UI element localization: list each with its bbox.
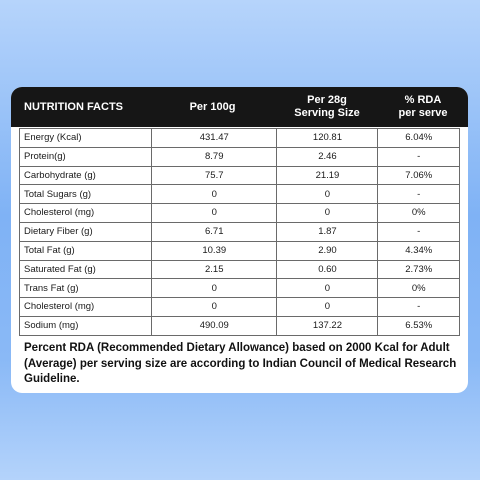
table-row bbox=[20, 241, 460, 260]
value-per-100g: 490.09 bbox=[152, 316, 277, 335]
table-header bbox=[11, 87, 468, 127]
nutrient-name: Total Fat (g) bbox=[20, 241, 152, 260]
value-per-serving: 0 bbox=[277, 298, 378, 317]
table-row bbox=[20, 204, 460, 223]
value-per-serving: 0 bbox=[277, 204, 378, 223]
value-per-serving: 2.90 bbox=[277, 241, 378, 260]
value-per-100g: 0 bbox=[152, 279, 277, 298]
table-row bbox=[20, 279, 460, 298]
nutrient-name: Sodium (mg) bbox=[20, 316, 152, 335]
rda-footnote: Percent RDA (Recommended Dietary Allowance) based on 2000 Kcal for Adult (Average) per serving size are according to Indian Council of Medical Research Guideline. bbox=[24, 342, 457, 385]
value-rda: - bbox=[378, 298, 460, 317]
value-per-serving: 1.87 bbox=[277, 222, 378, 241]
value-per-100g: 0 bbox=[152, 204, 277, 223]
value-per-serving: 120.81 bbox=[277, 129, 378, 148]
nutrient-name: Carbohydrate (g) bbox=[20, 166, 152, 185]
value-per-serving: 21.19 bbox=[277, 166, 378, 185]
nutrition-card bbox=[11, 87, 468, 393]
value-per-100g: 0 bbox=[152, 185, 277, 204]
nutrient-name: Protein(g) bbox=[20, 147, 152, 166]
nutrient-name: Saturated Fat (g) bbox=[20, 260, 152, 279]
value-rda: 2.73% bbox=[378, 260, 460, 279]
value-per-100g: 6.71 bbox=[152, 222, 277, 241]
nutrient-name: Trans Fat (g) bbox=[20, 279, 152, 298]
value-per-100g: 10.39 bbox=[152, 241, 277, 260]
header-per-serving bbox=[276, 87, 378, 127]
header-per-100g: Per 100g bbox=[189, 100, 236, 113]
value-per-serving: 137.22 bbox=[277, 316, 378, 335]
table-row bbox=[20, 185, 460, 204]
value-per-100g: 0 bbox=[152, 298, 277, 317]
value-per-serving: 2.46 bbox=[277, 147, 378, 166]
table-row bbox=[20, 129, 460, 148]
header-rda bbox=[378, 87, 468, 127]
header-rda-line2: per serve bbox=[398, 107, 448, 119]
header-per-serving-line2: Serving Size bbox=[294, 107, 360, 119]
nutrient-name: Total Sugars (g) bbox=[20, 185, 152, 204]
header-per-serving-line1: Per 28g bbox=[307, 94, 347, 106]
nutrient-name: Energy (Kcal) bbox=[20, 129, 152, 148]
table-row bbox=[20, 298, 460, 317]
nutrient-name: Cholesterol (mg) bbox=[20, 298, 152, 317]
value-per-100g: 431.47 bbox=[152, 129, 277, 148]
value-per-serving: 0 bbox=[277, 185, 378, 204]
value-per-100g: 2.15 bbox=[152, 260, 277, 279]
value-rda: - bbox=[378, 147, 460, 166]
table-row bbox=[20, 166, 460, 185]
value-per-serving: 0.60 bbox=[277, 260, 378, 279]
value-rda: - bbox=[378, 222, 460, 241]
value-rda: 4.34% bbox=[378, 241, 460, 260]
value-rda: - bbox=[378, 185, 460, 204]
value-per-serving: 0 bbox=[277, 279, 378, 298]
table-row bbox=[20, 222, 460, 241]
value-rda: 0% bbox=[378, 279, 460, 298]
table-row bbox=[20, 316, 460, 335]
value-per-100g: 75.7 bbox=[152, 166, 277, 185]
nutrient-name: Cholesterol (mg) bbox=[20, 204, 152, 223]
table-row bbox=[20, 260, 460, 279]
value-rda: 6.53% bbox=[378, 316, 460, 335]
value-rda: 7.06% bbox=[378, 166, 460, 185]
value-per-100g: 8.79 bbox=[152, 147, 277, 166]
nutrition-table bbox=[19, 128, 460, 336]
value-rda: 6.04% bbox=[378, 129, 460, 148]
table-row bbox=[20, 147, 460, 166]
nutrient-name: Dietary Fiber (g) bbox=[20, 222, 152, 241]
header-rda-line1: % RDA bbox=[404, 94, 442, 106]
value-rda: 0% bbox=[378, 204, 460, 223]
header-nutrition-facts: NUTRITION FACTS bbox=[24, 100, 123, 113]
